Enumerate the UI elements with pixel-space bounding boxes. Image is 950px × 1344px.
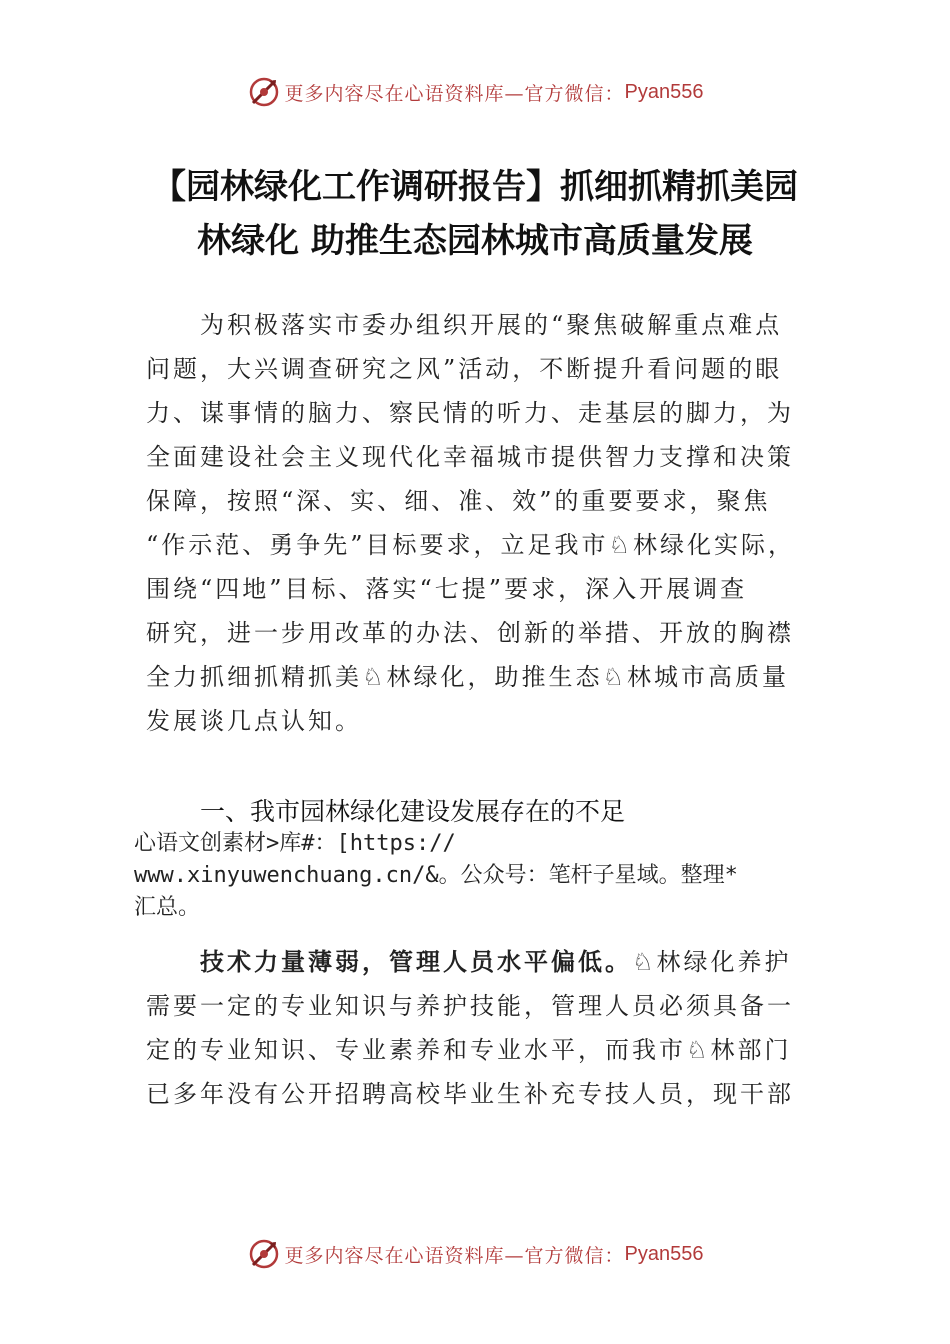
body-line: 定的专业知识、专业素养和专业水平，而我市♘林部门	[146, 1036, 792, 1064]
watermark-banner-bottom	[0, 1234, 950, 1274]
intro-line: 围绕“四地”目标、落实“七提”要求，深入开展调查	[146, 575, 748, 603]
body-line: 需要一定的专业知识与养护技能，管理人员必须具备一	[146, 992, 794, 1020]
source-note-line: www.xinyuwenchuang.cn/&。公众号：笔杆子星域。整理*	[134, 863, 738, 888]
body-lead-sentence: 技术力量薄弱，管理人员水平偏低。	[200, 947, 632, 976]
intro-paragraph	[146, 303, 808, 743]
watermark-text: 更多内容尽在心语资料库—官方微信：	[284, 82, 625, 105]
body-first-line-rest: ♘林绿化养护	[632, 948, 792, 976]
intro-line: 问题，大兴调查研究之风”活动，不断提升看问题的眼	[146, 355, 783, 383]
intro-line: 为积极落实市委办组织开展的“聚焦破解重点难点	[146, 311, 783, 339]
intro-line: 力、谋事情的脑力、察民情的听力、走基层的脚力，为	[146, 399, 794, 427]
watermark-banner-top	[0, 72, 950, 112]
section-heading: 一、我市园林绿化建设发展存在的不足	[200, 797, 626, 826]
intro-line: 全面建设社会主义现代化幸福城市提供智力支撑和决策	[146, 443, 794, 471]
intro-line: 发展谈几点认知。	[146, 707, 362, 735]
intro-line: 研究，进一步用改革的办法、创新的举措、开放的胸襟	[146, 619, 794, 647]
title-line-1: 【园林绿化工作调研报告】抓细抓精抓美园	[152, 167, 798, 207]
brand-logo-icon	[247, 1237, 281, 1271]
source-note	[134, 828, 824, 924]
watermark-wechat-id: Pyan556	[624, 80, 704, 103]
body-first-line	[146, 940, 808, 984]
title-line-2: 林绿化 助推生态园林城市高质量发展	[197, 221, 753, 261]
document-title	[120, 160, 830, 268]
intro-line: 保障，按照“深、实、细、准、效”的重要要求，聚焦	[146, 487, 771, 515]
source-note-line: 心语文创素材>库#：[https://	[134, 831, 456, 856]
intro-line: 全力抓细抓精抓美♘林绿化，助推生态♘林城市高质量	[146, 663, 790, 691]
intro-line: “作示范、勇争先”目标要求，立足我市♘林绿化实际，	[146, 531, 796, 559]
watermark-wechat-id: Pyan556	[624, 1242, 704, 1265]
brand-logo-icon	[247, 75, 281, 109]
body-line: 已多年没有公开招聘高校毕业生补充专技人员，现干部	[146, 1080, 794, 1108]
body-paragraph	[146, 940, 808, 1116]
source-note-line: 汇总。	[134, 895, 201, 920]
watermark-text: 更多内容尽在心语资料库—官方微信：	[284, 1244, 625, 1267]
